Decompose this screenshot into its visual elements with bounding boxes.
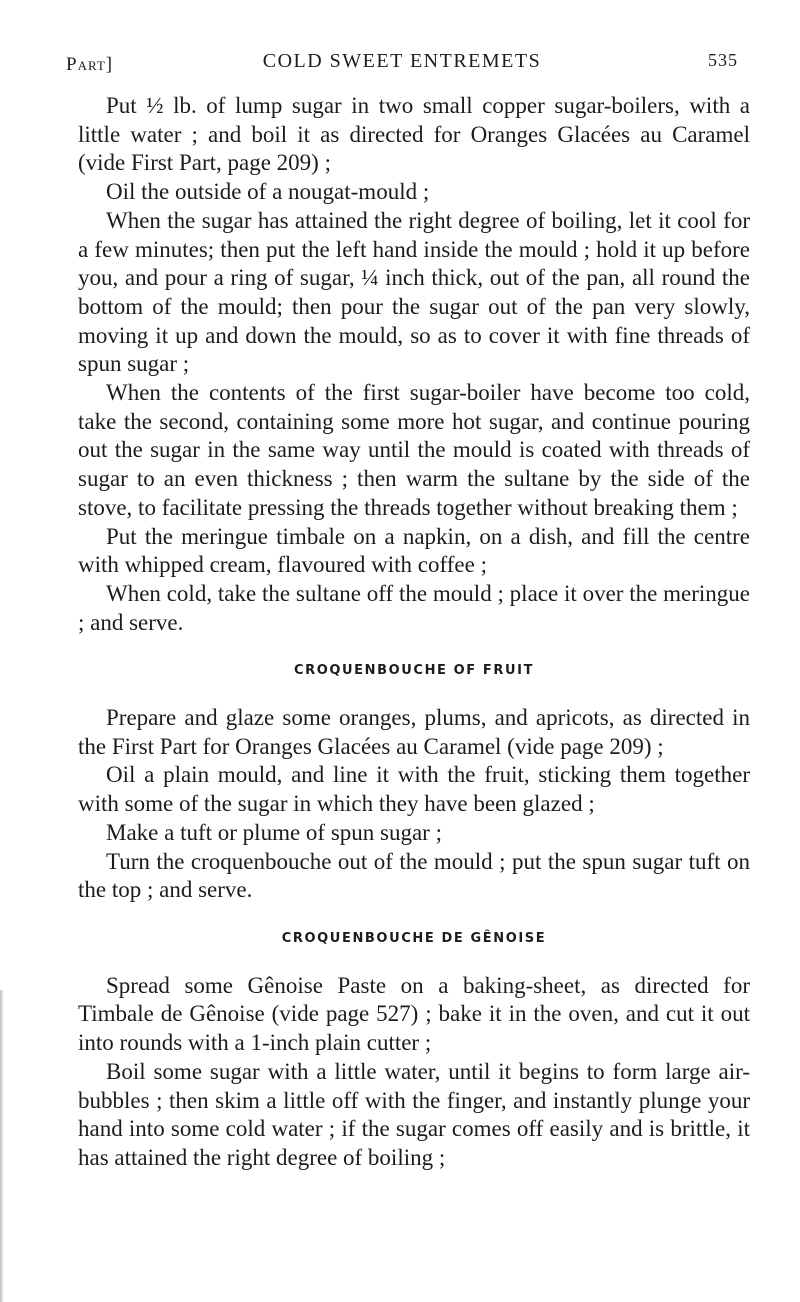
paragraph: Oil the outside of a nougat-mould ;	[106, 179, 430, 205]
paragraph: Turn the croquenbouche out of the mould ; put the spun sugar tuft on the top ; and serve.	[78, 848, 750, 903]
page-edge-shadow	[0, 990, 4, 1302]
paragraph: When cold, take the sultane off the mould ; place it over the meringue ; and serve.	[78, 580, 750, 635]
header-part: Part]	[66, 54, 114, 75]
paragraph: Make a tuft or plume of spun sugar ;	[106, 819, 442, 845]
paragraph: Oil a plain mould, and line it with the fruit, sticking them together with some of the sugar in which they have been glazed ;	[78, 762, 750, 817]
paragraph: Prepare and glaze some oranges, plums, and apricots, as directed in the First Part for Oranges Glacées au Caramel (vide page 209) ;	[78, 705, 750, 759]
paragraph: Put ½ lb. of lump sugar in two small copper sugar-boilers, with a little water ; and boil it as directed for Oranges Glacées au Caramel (vide First Part, page 209) ;	[78, 93, 750, 176]
section-heading: CROQUENBOUCHE OF FRUIT	[293, 663, 535, 679]
page-body	[78, 92, 750, 1173]
header-title: COLD SWEET ENTREMETS	[262, 50, 542, 72]
paragraph: Spread some Gênoise Paste on a baking-sheet, as directed for Timbale de Gênoise (vide page 527) ; bake it in the oven, and cut it out into rounds with a 1-inch plain cutter ;	[78, 972, 750, 1056]
page-number: 535	[708, 50, 738, 70]
paragraph: Put the meringue timbale on a napkin, on a dish, and fill the centre with whipped cream, flavoured with coffee ;	[78, 523, 750, 578]
paragraph: When the contents of the first sugar-boiler have become too cold, take the second, containing some more hot sugar, and continue pouring out the sugar in the same way until the mould is coated with threads of sugar to an even thickness ; then warm the sultane by the side of the stove, to facilitate pressing the threads together without breaking them ;	[78, 380, 750, 520]
section-heading: CROQUENBOUCHE DE GÊNOISE	[281, 930, 547, 946]
paragraph: When the sugar has attained the right degree of boiling, let it cool for a few minutes; then put the left hand inside the mould ; hold it up before you, and pour a ring of sugar, ¼ inch thick, out of the pan, all round the bottom of the mould; then pour the sugar out of the pan very slowly, moving it up and down the mould, so as to cover it with fine threads of spun sugar ;	[78, 207, 750, 377]
paragraph: Boil some sugar with a little water, until it begins to form large air-bubbles ; then skim a little off with the finger, and instantly plunge your hand into some cold water ; if the sugar comes off easily and is brittle, it has attained the right degree of boiling ;	[78, 1058, 750, 1170]
running-header	[66, 50, 738, 82]
